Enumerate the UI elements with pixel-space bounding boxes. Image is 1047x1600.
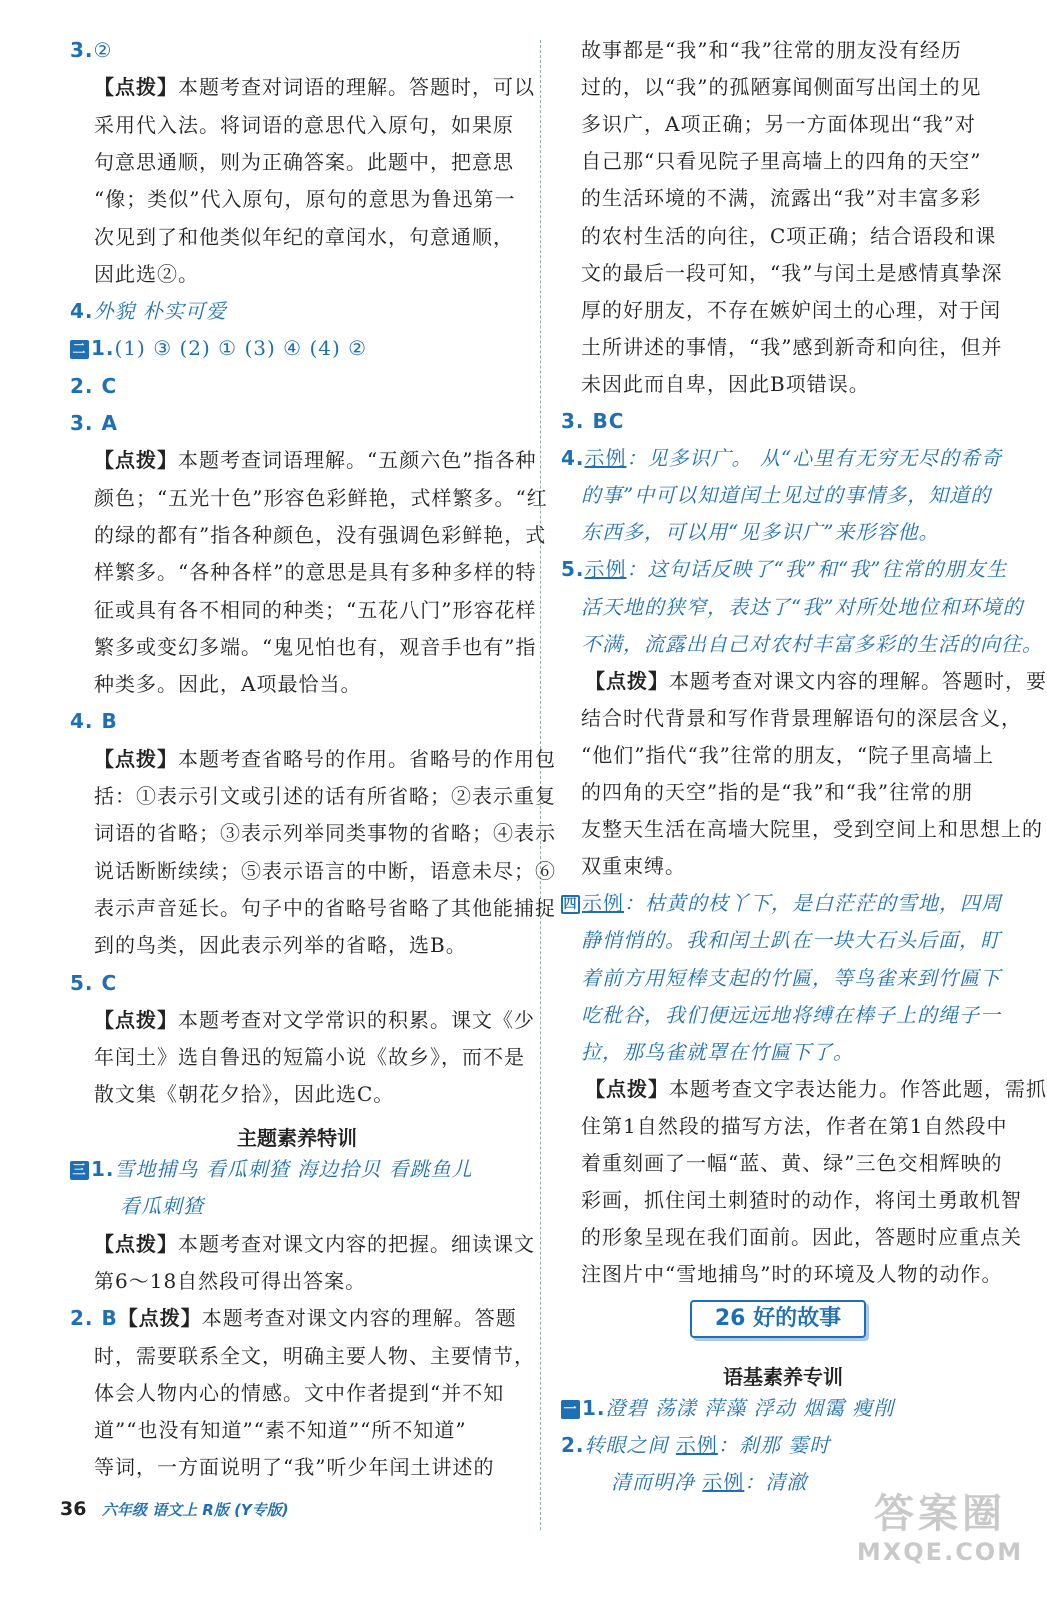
text-span: 本题考查对课文内容的把握。细读课文 xyxy=(178,1231,535,1256)
text-span: 过的，以“我”的孤陋寡闻侧面写出闰土的见 xyxy=(581,75,982,100)
text-span: 句意思通顺，则为正确答案。此题中，把意思 xyxy=(94,149,514,174)
watermark xyxy=(850,1490,1030,1580)
page-number: 36 xyxy=(60,1498,87,1520)
text-line xyxy=(94,1455,494,1479)
text-span: 时，需要联系全文，明确主要人物、主要情节， xyxy=(94,1343,535,1368)
text-line xyxy=(94,635,536,659)
text-line xyxy=(581,483,991,507)
text-line xyxy=(581,520,939,544)
text-span: 等词，一方面说明了“我”听少年闰土讲述的 xyxy=(94,1455,495,1480)
text-span: 样繁多。“各种各样”的意思是具有多种多样的特 xyxy=(94,560,537,585)
text-line xyxy=(581,817,1043,841)
text-line xyxy=(70,38,112,62)
hint-label: 【点拨】 xyxy=(94,746,178,771)
text-span: 结合时代背景和写作背景理解语句的深层含义， xyxy=(581,705,1022,730)
text-line xyxy=(94,821,556,845)
question-number: 1. xyxy=(91,336,115,361)
hint-label: 【点拨】 xyxy=(585,668,669,693)
question-number: 4. B xyxy=(70,709,118,734)
text-line xyxy=(94,859,556,883)
text-line xyxy=(585,669,1047,693)
text-span: 住第1自然段的描写方法，作者在第1自然段中 xyxy=(581,1113,1008,1138)
text-span: 本题考查对词语的理解。答题时，可以 xyxy=(178,75,535,100)
lesson-title-box: 26 好的故事 xyxy=(690,1300,866,1338)
answer-text: 雪地捕鸟 看瓜刺猹 海边拾贝 看跳鱼儿 xyxy=(114,1157,473,1181)
text-line xyxy=(70,1306,517,1330)
answer-text: ：枯黄的枝丫下，是白茫茫的雪地，四周 xyxy=(624,891,1002,916)
text-span: 文的最后一段可知，“我”与闰土是感情真挚深 xyxy=(581,260,1003,285)
answer-text: 东西多，可以用“见多识广”来形容他。 xyxy=(581,520,940,545)
text-line xyxy=(561,891,1002,915)
text-span: 到的鸟类，因此表示列举的省略，选B。 xyxy=(94,933,467,958)
watermark-logo-text: 答案圈 xyxy=(874,1491,1006,1537)
text-span: 道”“也没有知道”“素不知道”“所不知道” xyxy=(94,1418,467,1443)
answer-text: 吃秕谷，我们便远远地将缚在棒子上的绳子一 xyxy=(581,1002,1001,1027)
question-number: 1. xyxy=(91,1157,115,1181)
text-span: 彩画，抓住闰土刺猹时的动作，将闰土勇敢机智 xyxy=(581,1188,1022,1213)
question-number: 3. BC xyxy=(561,409,625,433)
text-line xyxy=(70,336,367,360)
text-line xyxy=(581,780,973,804)
text-line xyxy=(581,1188,1022,1212)
book-title: 六年级 语文上 R版 (Y专版) xyxy=(101,1501,289,1519)
text-line xyxy=(94,113,514,137)
example-label: 示例 xyxy=(584,446,627,471)
text-line xyxy=(94,1232,535,1256)
text-line xyxy=(94,1269,366,1293)
text-span: 的四角的天空”指的是“我”和“我”往常的朋 xyxy=(581,780,974,804)
text-line xyxy=(581,298,1001,322)
text-line xyxy=(94,672,361,696)
text-span: 说话断断续续；⑤表示语言的中断，语意未尽；⑥ xyxy=(94,858,556,883)
text-line xyxy=(94,523,546,547)
text-span: 表示声音延长。句子中的省略号省略了其他能捕捉 xyxy=(94,895,556,920)
text-span: 括：①表示引文或引述的话有所省略；②表示重复 xyxy=(94,784,556,808)
text-line xyxy=(94,560,536,584)
text-line xyxy=(94,747,556,771)
question-number: 2. B xyxy=(70,1306,118,1331)
answer-text: ② xyxy=(93,38,113,62)
text-line xyxy=(94,187,515,211)
answer-text: 不满，流露出自己对农村丰富多彩的生活的向往。 xyxy=(581,631,1043,656)
text-line xyxy=(611,1470,807,1494)
example-label: 示例 xyxy=(702,1470,745,1495)
answer-text: ：清澈 xyxy=(744,1470,808,1495)
text-span: 本题考查词语理解。“五颜六色”指各种 xyxy=(178,448,537,473)
text-line xyxy=(561,1433,830,1457)
text-line xyxy=(581,595,1023,619)
text-line xyxy=(581,966,1001,990)
text-line xyxy=(581,186,981,210)
text-line xyxy=(70,374,117,398)
text-span: 征或具有各不相同的种类；“五花八门”形容花样 xyxy=(94,597,537,622)
text-line xyxy=(94,262,199,286)
text-line xyxy=(94,1045,525,1069)
text-line xyxy=(581,1225,1022,1249)
text-span: 本题考查省略号的作用。省略号的作用包 xyxy=(178,746,556,771)
text-span: 自己那“只看见院子里高墙上的四角的天空” xyxy=(581,149,982,174)
section-heading: 主题素养特训 xyxy=(237,1125,357,1150)
text-line xyxy=(585,1077,1047,1101)
text-span: 次见到了和他类似年纪的章闰水，句意通顺， xyxy=(94,224,514,249)
text-line xyxy=(581,112,976,136)
text-span: 体会人物内心的情感。文中作者提到“并不知 xyxy=(94,1380,505,1405)
answer-text: 静悄悄的。我和闰土趴在一块大石头后面，盯 xyxy=(581,928,1001,953)
hint-label: 【点拨】 xyxy=(94,75,178,100)
text-line xyxy=(94,225,514,249)
text-line xyxy=(581,75,981,99)
text-line xyxy=(561,1396,894,1420)
text-line xyxy=(94,75,535,99)
text-line xyxy=(581,38,962,62)
answer-text: ：刹那 霎时 xyxy=(717,1432,831,1457)
text-line xyxy=(70,1157,473,1181)
text-span: 双重束缚。 xyxy=(581,854,686,879)
text-span: 种类多。因此，A项最恰当。 xyxy=(94,672,362,697)
text-span: 故事都是“我”和“我”往常的朋友没有经历 xyxy=(581,38,962,62)
hint-label: 【点拨】 xyxy=(94,1007,178,1032)
answer-text: ：见多识广。 从“心里有无穷无尽的希奇 xyxy=(626,446,1003,471)
question-number: 3. A xyxy=(70,411,118,435)
text-span: 的生活环境的不满，流露出“我”对丰富多彩 xyxy=(581,186,982,211)
answer-text: (1) ③ (2) ① (3) ④ (4) ② xyxy=(114,336,368,361)
text-span: 散文集《朝花夕拾》，因此选C。 xyxy=(94,1082,395,1107)
question-number: 4. xyxy=(70,299,94,324)
text-span: 本题考查对文学常识的积累。课文《少 xyxy=(178,1007,535,1032)
text-line xyxy=(94,1381,504,1405)
hint-label: 【点拨】 xyxy=(585,1076,669,1101)
text-span: 词语的省略；③表示列举同类事物的省略；④表示 xyxy=(94,821,556,846)
text-line xyxy=(581,632,1043,656)
text-span: 第6～18自然段可得出答案。 xyxy=(94,1268,367,1293)
answer-text: 看瓜刺猹 xyxy=(120,1194,204,1219)
text-span: 着重刻画了一幅“蓝、黄、绿”三色交相辉映的 xyxy=(581,1151,1003,1175)
text-span: 年闰土》选自鲁迅的短篇小说《故乡》，而不是 xyxy=(94,1045,525,1070)
text-line xyxy=(581,224,996,248)
text-span: 土所讲述的事情，“我”感到新奇和向往，但并 xyxy=(581,334,1003,359)
question-number: 2. xyxy=(561,1432,585,1457)
question-number: 4. xyxy=(561,446,585,471)
text-span: 未因此而自卑，因此B项错误。 xyxy=(581,371,870,396)
text-line xyxy=(581,706,1022,730)
text-line xyxy=(581,372,870,396)
text-line xyxy=(581,1114,1007,1138)
text-span: 厚的好朋友，不存在嫉妒闰土的心理，对于闰 xyxy=(581,297,1001,322)
text-line xyxy=(94,933,467,957)
text-line xyxy=(94,486,548,510)
example-label: 示例 xyxy=(675,1432,718,1457)
text-span: 繁多或变幻多端。“鬼见怕也有，观音手也有”指 xyxy=(94,634,537,659)
hint-label: 【点拨】 xyxy=(94,1231,178,1256)
text-span: 因此选②。 xyxy=(94,261,199,286)
text-span: 的形象呈现在我们面前。因此，答题时应重点关 xyxy=(581,1225,1022,1250)
text-line xyxy=(70,709,118,733)
text-line xyxy=(94,1344,535,1368)
text-line xyxy=(581,854,686,878)
text-line xyxy=(70,971,117,995)
answer-text: 外貌 朴实可爱 xyxy=(93,299,227,324)
text-span: 的绿的都有”指各种颜色，没有强调色彩鲜艳，式 xyxy=(94,522,547,547)
section-heading: 语基素养专训 xyxy=(723,1364,843,1389)
watermark-url: MXQE.COM xyxy=(856,1538,1024,1566)
text-span: 颜色；“五光十色”形容色彩鲜艳，式样繁多。“红 xyxy=(94,485,548,510)
text-line xyxy=(581,1262,1002,1286)
text-line xyxy=(94,1008,535,1032)
text-span: 多识广，A项正确；另一方面体现出“我”对 xyxy=(581,112,976,137)
example-label: 示例 xyxy=(582,891,624,916)
text-span: “像；类似”代入原句，原句的意思为鲁迅第一 xyxy=(94,187,516,212)
text-line xyxy=(94,150,514,174)
answer-text: 活天地的狭窄，表达了“我”对所处地位和环境的 xyxy=(581,594,1024,619)
question-number: 5. xyxy=(561,557,585,582)
text-span: 注图片中“雪地捕鸟”时的环境及人物的动作。 xyxy=(581,1262,1003,1287)
answer-text: ：这句话反映了“我”和“我”往常的朋友生 xyxy=(626,557,1008,582)
text-span: 本题考查文字表达能力。作答此题，需抓 xyxy=(669,1076,1047,1101)
hint-label: 【点拨】 xyxy=(94,448,178,473)
text-line xyxy=(581,335,1002,359)
text-span: “他们”指代“我”往常的朋友，“院子里高墙上 xyxy=(581,742,995,767)
question-number: 2. C xyxy=(70,373,118,398)
text-line xyxy=(581,928,1001,952)
text-span: 采用代入法。将词语的意思代入原句，如果原 xyxy=(94,112,514,137)
text-span: 本题考查对课文内容的理解。答题 xyxy=(201,1306,517,1331)
text-line xyxy=(561,409,624,433)
answer-text: 转眼之间 xyxy=(584,1432,676,1457)
answer-text: 清而明净 xyxy=(611,1470,703,1495)
text-line xyxy=(70,411,118,435)
question-number: 3. xyxy=(70,38,94,62)
text-line xyxy=(94,1082,394,1106)
text-line xyxy=(581,149,981,173)
answer-text: 拉，那鸟雀就罩在竹匾下了。 xyxy=(581,1039,854,1064)
text-line xyxy=(581,1040,854,1064)
example-label: 示例 xyxy=(584,557,627,582)
text-line xyxy=(94,1418,467,1442)
text-line xyxy=(94,784,556,808)
answer-text: 澄碧 荡漾 萍藻 浮动 烟霭 瘦削 xyxy=(605,1395,895,1420)
text-line xyxy=(581,1003,1001,1027)
text-span: 的农村生活的向往，C项正确；结合语段和课 xyxy=(581,223,997,248)
section-badge: 二 xyxy=(70,340,89,359)
text-line xyxy=(581,261,1002,285)
text-line xyxy=(120,1194,204,1218)
question-number: 1. xyxy=(582,1395,606,1420)
question-number: 5. C xyxy=(70,970,118,995)
answer-text: 着前方用短棒支起的竹匾，等鸟雀来到竹匾下 xyxy=(581,965,1001,990)
page-footer xyxy=(60,1498,289,1520)
text-span: 友整天生活在高墙大院里，受到空间上和思想上的 xyxy=(581,817,1043,842)
text-line xyxy=(581,743,994,767)
text-line xyxy=(581,1151,1002,1175)
section-badge: 三 xyxy=(70,1161,89,1180)
text-line xyxy=(561,446,1002,470)
hint-label: 【点拨】 xyxy=(117,1306,202,1331)
section-badge: 一 xyxy=(561,1400,580,1419)
text-line xyxy=(94,896,556,920)
text-line xyxy=(94,598,536,622)
text-line xyxy=(561,557,1007,581)
answer-text: 的事”中可以知道闰土见过的事情多，知道的 xyxy=(581,483,992,508)
text-span: 本题考查对课文内容的理解。答题时，要 xyxy=(669,668,1047,693)
section-badge: 四 xyxy=(561,895,580,914)
text-line xyxy=(70,299,227,323)
text-line xyxy=(94,448,536,472)
